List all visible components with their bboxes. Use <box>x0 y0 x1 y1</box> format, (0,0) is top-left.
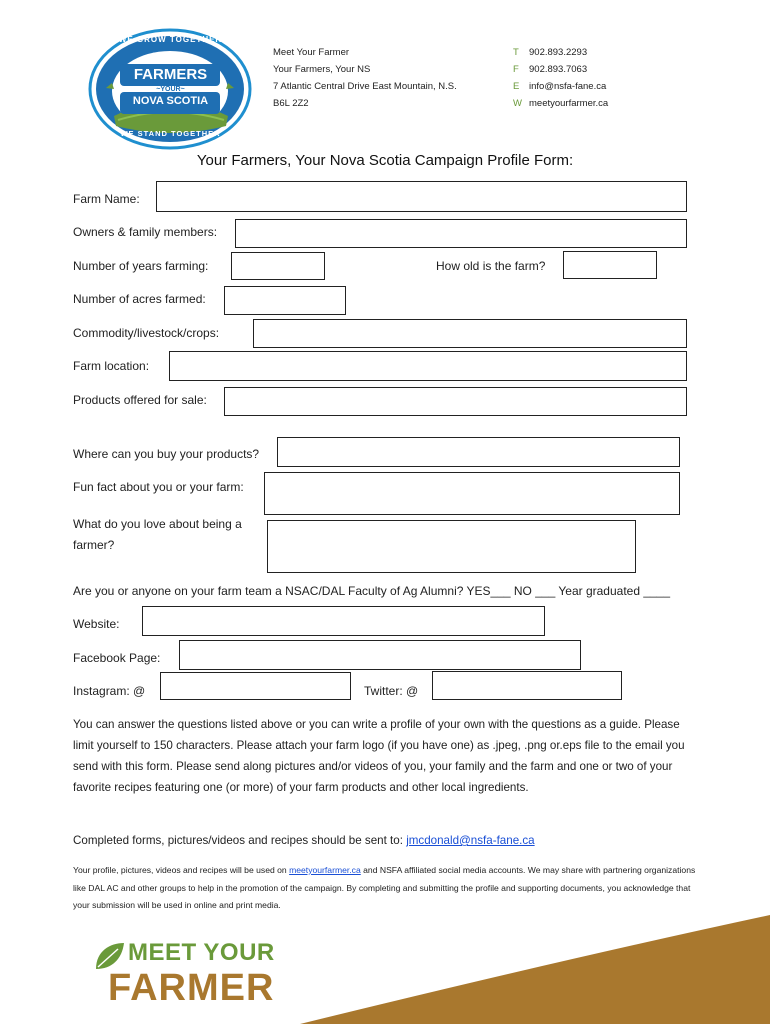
address-line: Meet Your Farmer <box>273 47 350 58</box>
products-input[interactable] <box>224 387 687 416</box>
header-address <box>273 44 457 112</box>
contact-value: info@nsfa-fane.ca <box>529 81 607 92</box>
acres-input[interactable] <box>224 286 346 315</box>
commodity-label: Commodity/livestock/crops: <box>73 326 220 340</box>
fun-fact-label: Fun fact about you or your farm: <box>73 480 244 494</box>
location-label: Farm location: <box>73 359 150 373</box>
contact-key: E <box>513 81 520 92</box>
contact-web <box>513 95 608 112</box>
farm-age-input[interactable] <box>563 251 657 279</box>
instagram-label: Instagram: @ <box>73 684 146 698</box>
address-line: 7 Atlantic Central Drive East Mountain, N.S. <box>273 81 457 92</box>
logo-line-your-small: ~YOUR~ <box>156 86 185 93</box>
disclaimer-site-link[interactable]: meetyourfarmer.ca <box>289 865 361 875</box>
contact-fax <box>513 61 608 78</box>
love-label-line: What do you love about being a <box>73 517 242 531</box>
owners-input[interactable] <box>235 219 687 248</box>
send-to-prefix: Completed forms, pictures/videos and recipes should be sent to: <box>73 834 407 847</box>
your-farmers-logo <box>88 28 253 150</box>
products-label: Products offered for sale: <box>73 393 207 407</box>
facebook-input[interactable] <box>179 640 581 670</box>
logo-line-nova-scotia: NOVA SCOTIA <box>132 95 209 107</box>
address-line: B6L 2Z2 <box>273 98 309 109</box>
years-farming-label: Number of years farming: <box>73 259 209 273</box>
owners-label: Owners & family members: <box>73 225 218 239</box>
years-farming-input[interactable] <box>231 252 325 280</box>
contact-phone <box>513 44 608 61</box>
website-label: Website: <box>73 617 120 631</box>
website-input[interactable] <box>142 606 545 636</box>
disclaimer-prefix: Your profile, pictures, videos and recipes will be used on <box>73 865 290 875</box>
acres-label: Number of acres farmed: <box>73 292 206 306</box>
footer-logo-line2: FARMER <box>108 967 275 1009</box>
love-farming-label <box>73 514 242 556</box>
disclaimer-suffix: and NSFA affiliated social media accounts. We may share with partnering organizations like DAL AC and other groups to help in the promotion of the campaign. By completing and submitting the profile and supporting documents, you acknowledge that your submission will be used in online and print media. <box>73 865 696 910</box>
instructions-paragraph: You can answer the questions listed above or you can write a profile of your own with the questions as a guide. Please limit yourself to 150 characters. Please attach your farm logo (if you have one) as .jpeg, .png or.eps file to the email you send with this form. Please send along pictures and/or videos of you, your family and the farm and one or two of your favorite recipes featuring one (or more) of your farm products and other local ingredients. <box>73 718 685 794</box>
fun-fact-input[interactable] <box>264 472 680 515</box>
farm-age-label: How old is the farm? <box>436 259 546 273</box>
facebook-label: Facebook Page: <box>73 651 161 665</box>
contact-key: W <box>513 98 522 109</box>
where-buy-input[interactable] <box>277 437 680 467</box>
where-buy-label: Where can you buy your products? <box>73 447 260 461</box>
instagram-input[interactable] <box>160 672 351 700</box>
contact-key: F <box>513 64 519 75</box>
logo-arc-top: WE GROW TOGETHER <box>118 35 223 44</box>
page-title: Your Farmers, Your Nova Scotia Campaign Profile Form: <box>196 152 574 169</box>
contact-value: 902.893.2293 <box>529 47 588 58</box>
contact-value: 902.893.7063 <box>529 64 588 75</box>
logo-arc-bottom: WE STAND TOGETHER <box>120 129 221 138</box>
twitter-input[interactable] <box>432 671 622 700</box>
farm-name-label: Farm Name: <box>73 192 140 206</box>
footer-logo-line1: MEET YOUR <box>128 939 275 966</box>
love-label-line: farmer? <box>73 538 115 552</box>
love-farming-input[interactable] <box>267 520 636 573</box>
disclaimer-paragraph <box>73 862 698 915</box>
contact-email <box>513 78 608 95</box>
logo-line-your: YOUR <box>153 50 188 64</box>
address-line: Your Farmers, Your NS <box>273 64 371 75</box>
commodity-input[interactable] <box>253 319 687 348</box>
farm-name-input[interactable] <box>156 181 687 212</box>
twitter-label: Twitter: @ <box>364 684 419 698</box>
alumni-question: Are you or anyone on your farm team a NSAC/DAL Faculty of Ag Alumni? YES___ NO ___ Year graduated ____ <box>73 584 671 598</box>
contact-value: meetyourfarmer.ca <box>529 98 609 109</box>
meet-your-farmer-logo <box>90 935 290 1020</box>
contact-key: T <box>513 47 519 58</box>
send-to-email-link[interactable]: jmcdonald@nsfa-fane.ca <box>406 834 535 847</box>
header-contacts <box>513 44 608 112</box>
location-input[interactable] <box>169 351 687 381</box>
logo-line-farmers: FARMERS <box>133 66 208 83</box>
send-to-line <box>73 830 698 851</box>
